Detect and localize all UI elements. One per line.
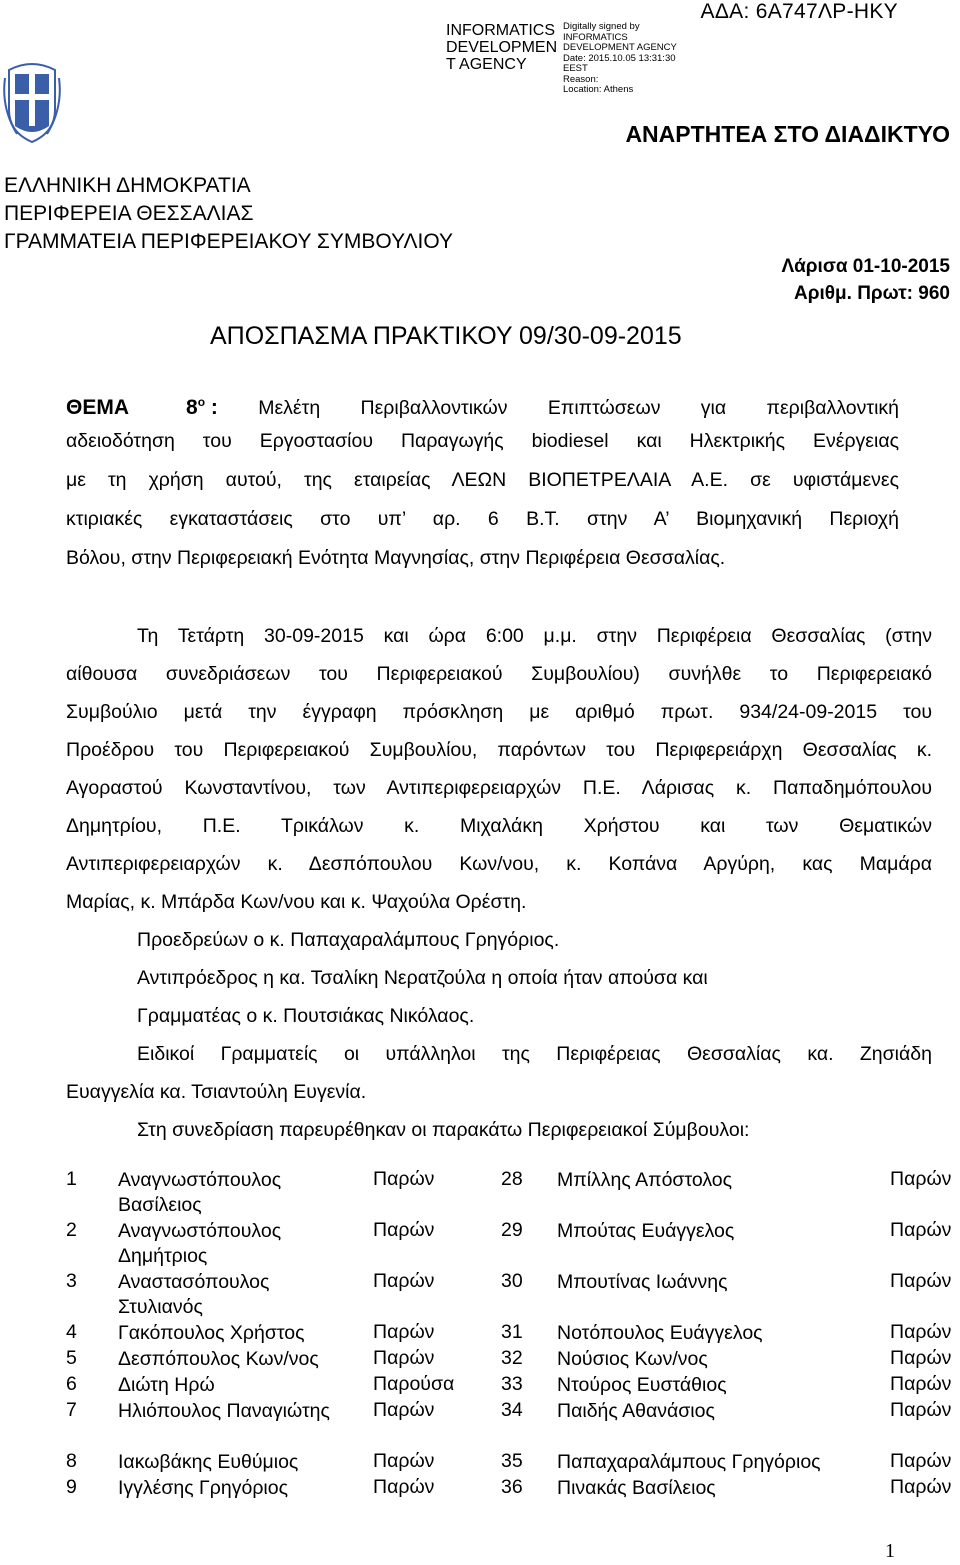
presiding-line: Προεδρεύων ο κ. Παπαχαραλάμπους Γρηγόριος. xyxy=(137,929,560,951)
greek-coat-of-arms-icon xyxy=(3,58,61,148)
member-name: Πινακάς Βασίλειος xyxy=(557,1477,716,1499)
member-name: Ηλιόπουλος Παναγιώτης xyxy=(118,1400,330,1422)
special-secretaries-line-2: Ευαγγελία κα. Τσιαντούλη Ευγενία. xyxy=(66,1081,367,1103)
member-name: Γακόπουλος Χρήστος xyxy=(118,1322,305,1344)
document-title: ΑΠΟΣΠΑΣΜΑ ΠΡΑΚΤΙΚΟΥ 09/30-09-2015 xyxy=(210,322,682,350)
signature-line: Location: Athens xyxy=(563,84,634,95)
body-line: αίθουσα συνεδριάσεων του Περιφερειακού Συμβουλίου) συνήλθε το Περιφερειακό xyxy=(66,663,932,685)
member-number: 6 xyxy=(66,1373,77,1395)
body-line: Αντιπεριφερειαρχών κ. Δεσπόπουλου Κων/νου, κ. Κοπάνα Αργύρη, κας Μαμάρα xyxy=(66,853,932,875)
member-number: 30 xyxy=(501,1270,523,1292)
signature-line: INFORMATICS xyxy=(563,31,628,43)
member-name: Νούσιος Κων/νος xyxy=(557,1348,708,1370)
signature-line: Digitally signed by xyxy=(563,21,640,32)
member-status: Παρών xyxy=(373,1399,435,1421)
body-line: Προέδρου του Περιφερειακού Συμβουλίου, παρόντων του Περιφερειάρχη Θεσσαλίας κ. xyxy=(66,739,932,761)
subject-text: Μελέτη Περιβαλλοντικών Επιπτώσεων για περιβαλλοντική xyxy=(258,397,900,419)
authority-line-3: ΓΡΑΜΜΑΤΕΙΑ ΠΕΡΙΦΕΡΕΙΑΚΟΥ ΣΥΜΒΟΥΛΙΟΥ xyxy=(4,230,454,253)
member-name: Παπαχαραλάμπους Γρηγόριος xyxy=(557,1451,821,1473)
member-name: Μπίλλης Απόστολος xyxy=(557,1169,733,1191)
member-number: 8 xyxy=(66,1450,77,1472)
member-name: Ιγγλέσης Γρηγόριος xyxy=(118,1477,288,1499)
member-number: 33 xyxy=(501,1373,523,1395)
member-number: 28 xyxy=(501,1168,523,1190)
member-name: Δεσπόπουλος Κων/νος xyxy=(118,1348,319,1370)
member-status: Παρούσα xyxy=(373,1373,455,1395)
member-number: 2 xyxy=(66,1219,77,1241)
member-status: Παρών xyxy=(890,1270,952,1292)
protocol-number: Αριθμ. Πρωτ: 960 xyxy=(794,283,950,304)
subject-line: κτιριακές εγκαταστάσεις στο υπ’ αρ. 6 Β.Τ. στην Α’ Βιομηχανική Περιοχή xyxy=(66,508,899,530)
member-number: 34 xyxy=(501,1399,523,1421)
member-status: Παρών xyxy=(890,1373,952,1395)
member-number: 9 xyxy=(66,1476,77,1498)
member-number: 29 xyxy=(501,1219,523,1241)
signature-line: EEST xyxy=(563,63,588,74)
body-line-last: Μαρίας, κ. Μπάρδα Κων/νου και κ. Ψαχούλα Ορέστη. xyxy=(66,891,527,913)
member-status: Παρών xyxy=(890,1450,952,1472)
body-line: Συμβούλιο μετά την έγγραφη πρόσκληση με αριθμό πρωτ. 934/24-09-2015 του xyxy=(66,701,932,723)
member-name: Αναγνωστόπουλος Βασίλειος xyxy=(118,1169,282,1216)
member-status: Παρών xyxy=(890,1347,952,1369)
member-status: Παρών xyxy=(890,1321,952,1343)
body-line: Τη Τετάρτη 30-09-2015 και ώρα 6:00 μ.μ. στην Περιφέρεια Θεσσαλίας (στην xyxy=(137,625,932,647)
member-status: Παρών xyxy=(890,1476,952,1498)
place-date: Λάρισα 01-10-2015 xyxy=(781,256,950,277)
secretary-line: Γραμματέας ο κ. Πουτσιάκας Νικόλαος. xyxy=(137,1005,475,1027)
member-number: 4 xyxy=(66,1321,77,1343)
member-status: Παρών xyxy=(890,1168,952,1190)
member-number: 1 xyxy=(66,1168,77,1190)
body-line: Δημητρίου, Π.Ε. Τρικάλων κ. Μιχαλάκη Χρήστου και των Θεματικών xyxy=(66,815,932,837)
ada-code: ΑΔΑ: 6Α747ΛΡ-ΗΚΥ xyxy=(700,0,898,23)
member-name: Αναγνωστόπουλος Δημήτριος xyxy=(118,1220,282,1267)
subject-line: με τη χρήση αυτού, της εταιρείας ΛΕΩΝ ΒΙΟΠΕΤΡΕΛΑΙΑ Α.Ε. σε υφιστάμενες xyxy=(66,469,899,491)
member-number: 32 xyxy=(501,1347,523,1369)
digital-signature-details xyxy=(563,22,688,96)
subject-number: $8^o$ : xyxy=(186,395,218,419)
member-number: 35 xyxy=(501,1450,523,1472)
signature-line: Reason: xyxy=(563,73,599,85)
member-status: Παρών xyxy=(373,1347,435,1369)
posting-notice: ΑΝΑΡΤΗΤΕΑ ΣΤΟ ΔΙΑΔΙΚΤΥΟ xyxy=(625,121,950,147)
member-name: Ντούρος Ευστάθιος xyxy=(557,1374,727,1396)
signature-line: Date: 2015.10.05 13:31:30 xyxy=(563,52,676,64)
member-status: Παρών xyxy=(373,1168,435,1190)
member-name: Μπούτας Ευάγγελος xyxy=(557,1220,735,1242)
page-number: 1 xyxy=(885,1540,895,1562)
member-status: Παρών xyxy=(373,1270,435,1292)
signer-name: INFORMATICS DEVELOPMEN T AGENCY xyxy=(446,22,558,73)
member-number: 36 xyxy=(501,1476,523,1498)
authority-line-1: ΕΛΛΗΝΙΚΗ ΔΗΜΟΚΡΑΤΙΑ xyxy=(4,174,251,197)
member-status: Παρών xyxy=(890,1219,952,1241)
member-name: Ιακωβάκης Ευθύμιος xyxy=(118,1451,299,1473)
member-status: Παρών xyxy=(373,1219,435,1241)
member-name: Αναστασόπουλος Στυλιανός xyxy=(118,1271,270,1318)
special-secretaries-line: Ειδικοί Γραμματείς οι υπάλληλοι της Περιφέρειας Θεσσαλίας κα. Ζησιάδη xyxy=(137,1043,932,1065)
attendees-intro: Στη συνεδρίαση παρευρέθηκαν οι παρακάτω Περιφερειακοί Σύμβουλοι: xyxy=(137,1119,750,1141)
subject-line-last: Βόλου, στην Περιφερειακή Ενότητα Μαγνησίας, στην Περιφέρεια Θεσσαλίας. xyxy=(66,547,726,569)
subject-label: ΘΕΜΑ xyxy=(66,396,129,419)
member-number: 7 xyxy=(66,1399,77,1421)
member-number: 3 xyxy=(66,1270,77,1292)
authority-line-2: ΠΕΡΙΦΕΡΕΙΑ ΘΕΣΣΑΛΙΑΣ xyxy=(4,202,254,225)
member-number: 31 xyxy=(501,1321,523,1343)
member-status: Παρών xyxy=(373,1321,435,1343)
body-line: Αγοραστού Κωνσταντίνου, των Αντιπεριφερειαρχών Π.Ε. Λάρισας κ. Παπαδημόπουλου xyxy=(66,777,932,799)
subject-line: αδειοδότηση του Εργοστασίου Παραγωγής biodiesel και Ηλεκτρικής Ενέργειας xyxy=(66,430,899,452)
vice-president-line: Αντιπρόεδρος η κα. Τσαλίκη Νερατζούλα η οποία ήταν απούσα και xyxy=(137,967,708,989)
member-number: 5 xyxy=(66,1347,77,1369)
member-name: Νοτόπουλος Ευάγγελος xyxy=(557,1322,763,1344)
member-status: Παρών xyxy=(373,1450,435,1472)
member-status: Παρών xyxy=(373,1476,435,1498)
signature-line: DEVELOPMENT AGENCY xyxy=(563,42,677,53)
member-status: Παρών xyxy=(890,1399,952,1421)
member-name: Παιδής Αθανάσιος xyxy=(557,1400,715,1422)
member-name: Διώτη Ηρώ xyxy=(118,1374,215,1396)
member-name: Μπουτίνας Ιωάννης xyxy=(557,1271,728,1293)
